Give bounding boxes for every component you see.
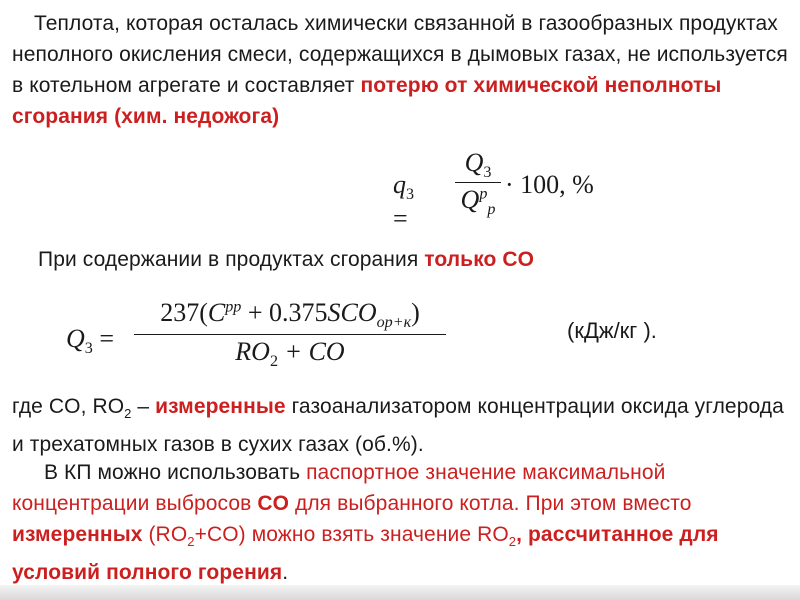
kp-paragraph <box>12 457 792 588</box>
kp-text-1: В КП можно использовать <box>44 461 301 484</box>
formula1-numerator: $Q_3$ <box>464 148 492 182</box>
co-text: При содержании в продуктах сгорания <box>38 248 419 271</box>
measured-text-3: газоанализатором концентрации оксида углерода и трехатомных газов в сухих газах (об.%). <box>12 395 784 457</box>
formula1-denominator: $Q^p_p$ <box>460 185 496 219</box>
formula1-fraction <box>455 148 501 219</box>
formula1-lhs: $q_3$ = <box>393 170 415 234</box>
kp-text-6: $(RO_2+CO)$ можно взять <box>148 523 375 550</box>
kp-passport-value: паспортное значение максимальной концентрации выбросов <box>12 461 666 515</box>
co-paragraph <box>38 244 778 275</box>
measured-highlight: измеренные <box>155 395 286 418</box>
measured-text-1: где CO, RO <box>12 395 125 418</box>
measured-paragraph <box>12 391 792 460</box>
kp-measured: измеренных <box>12 523 143 546</box>
ro2-subscript: 2 <box>124 406 132 422</box>
unit-label: (кДж/кг ). <box>567 318 657 343</box>
co-highlight: только CO <box>424 248 535 271</box>
kp-comma: , <box>516 523 523 546</box>
measured-dash: – <box>131 395 156 418</box>
formula2-denominator: $RO_2$ + CO <box>235 337 345 371</box>
intro-paragraph <box>12 8 792 132</box>
kp-text-4: для выбранного котла. При этом вместо <box>294 492 692 515</box>
formula2-numerator: $237(C^{pp} + 0.375SCO_{op+к})$ <box>160 298 420 332</box>
formula2-lhs: $Q_3$ = <box>66 324 115 358</box>
formula1-fraction-bar <box>455 182 501 183</box>
slide-bottom-shadow <box>0 585 800 600</box>
kp-period: . <box>282 561 289 585</box>
formula1-tail: · 100, % <box>505 170 594 199</box>
formula2-fraction-bar <box>134 334 446 335</box>
kp-co: CO <box>257 492 290 515</box>
intro-text: Теплота, которая осталась химически связанной в газообразных продуктах неполного окисления смеси, содержащихся в дымовых газах, не используется в котельном агрегате и составляет <box>12 12 788 97</box>
kp-full-combustion: рассчитанное для условий полного горения <box>12 523 719 585</box>
kp-text-9: значение $RO_2$ <box>380 523 517 550</box>
formula2-fraction <box>134 298 446 371</box>
intro-highlight: потерю от химической неполноты сгорания (хим. недожога) <box>12 74 722 128</box>
